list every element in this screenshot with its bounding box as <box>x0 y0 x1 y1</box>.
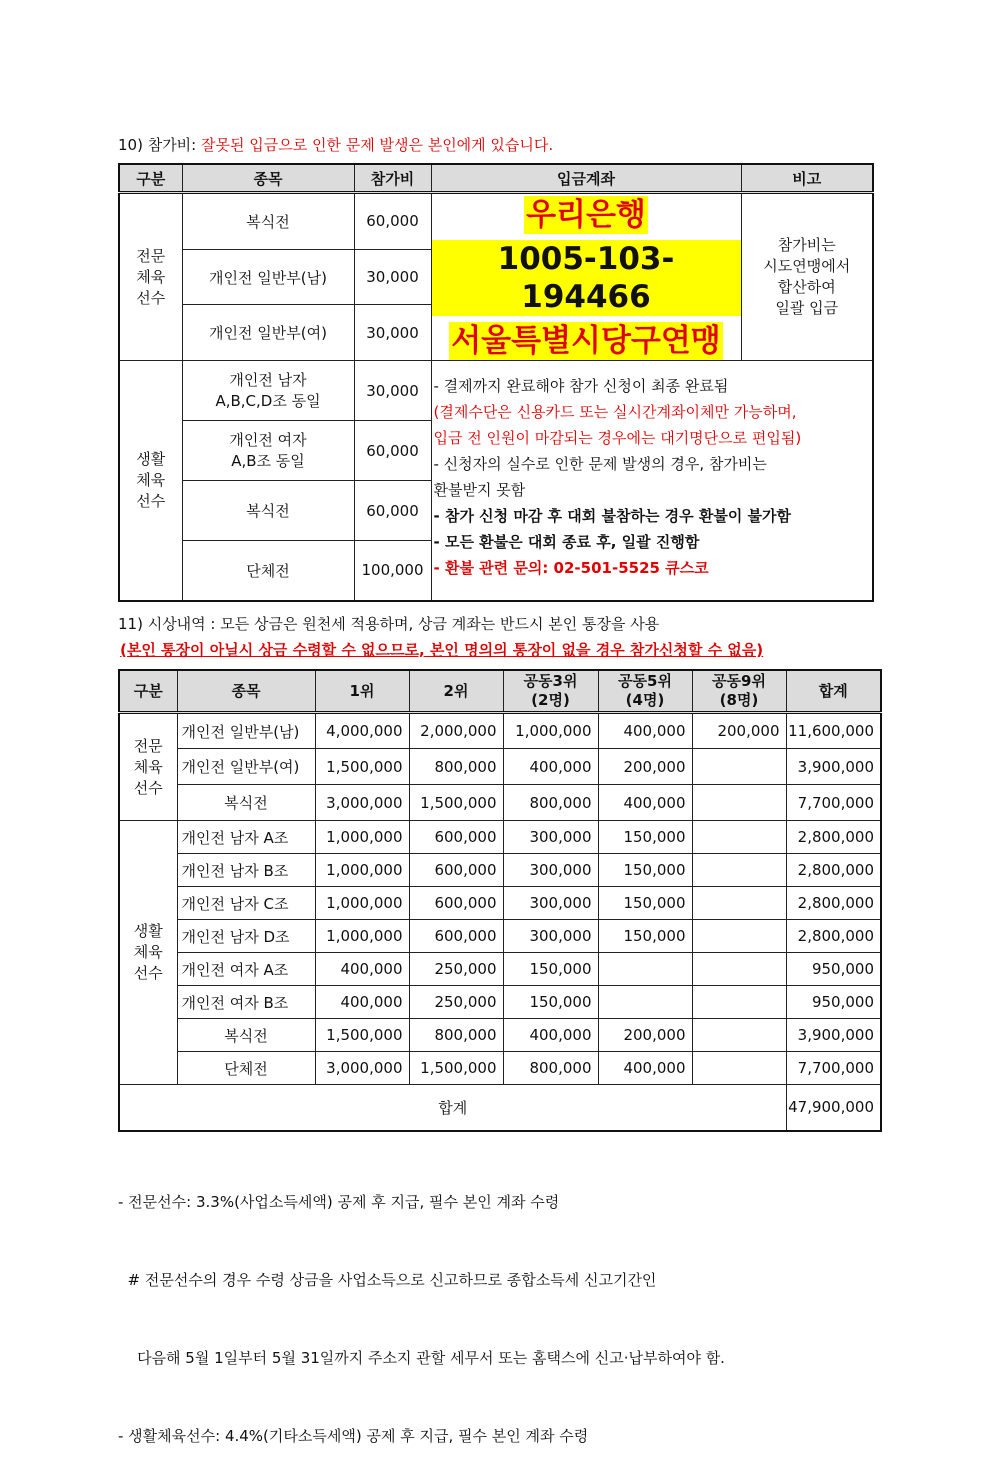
prize-event: 개인전 남자 D조 <box>177 920 315 953</box>
prize-3rd: 150,000 <box>503 986 598 1019</box>
prize-5th <box>598 953 692 986</box>
prize-row <box>119 821 881 854</box>
prize-group-pro: 전문 체육 선수 <box>119 713 177 821</box>
prize-1st: 400,000 <box>315 953 409 986</box>
prize-2nd: 2,000,000 <box>409 713 503 749</box>
footnote-line: - 전문선수: 3.3%(사업소득세액) 공제 후 지급, 필수 본인 계좌 수령 <box>118 1193 560 1211</box>
fee-event: 개인전 남자 A,B,C,D조 동일 <box>182 361 354 421</box>
fee-amount: 60,000 <box>354 421 431 481</box>
bank-account-number: 1005-103-194466 <box>432 240 741 316</box>
footnotes <box>118 1137 725 1475</box>
fee-row <box>119 193 873 250</box>
section-10-label: 10) 참가비: <box>118 136 201 154</box>
prize-2nd: 600,000 <box>409 821 503 854</box>
fee-event: 개인전 일반부(여) <box>182 305 354 361</box>
fee-event: 개인전 여자 A,B조 동일 <box>182 421 354 481</box>
prize-9th <box>692 887 786 920</box>
prize-2nd: 250,000 <box>409 953 503 986</box>
prize-2nd: 800,000 <box>409 1019 503 1052</box>
bank-account-holder: 서울특별시당구연맹 <box>451 323 721 359</box>
fee-event: 단체전 <box>182 541 354 601</box>
footnote-line: # 전문선수의 경우 수령 상금을 사업소득으로 신고하므로 종합소득세 신고기간인 <box>118 1271 657 1289</box>
fee-notes <box>431 361 873 601</box>
prize-header-1st: 1위 <box>315 670 409 713</box>
prize-total: 2,800,000 <box>786 920 881 953</box>
prize-5th: 200,000 <box>598 1019 692 1052</box>
prize-9th <box>692 953 786 986</box>
prize-1st: 1,000,000 <box>315 821 409 854</box>
prize-grand-total: 47,900,000 <box>786 1085 881 1131</box>
note-line: 환불받지 못함 <box>433 481 526 499</box>
prize-2nd: 1,500,000 <box>409 1052 503 1085</box>
fee-amount: 100,000 <box>354 541 431 601</box>
prize-3rd: 300,000 <box>503 920 598 953</box>
note-line: - 참가 신청 마감 후 대회 불참하는 경우 환불이 불가함 <box>433 507 792 525</box>
prize-3rd: 400,000 <box>503 749 598 785</box>
fee-remark: 참가비는 시도연맹에서 합산하여 일괄 입금 <box>741 193 873 361</box>
fee-amount: 30,000 <box>354 305 431 361</box>
prize-row <box>119 887 881 920</box>
prize-5th: 400,000 <box>598 785 692 821</box>
prize-total: 950,000 <box>786 953 881 986</box>
note-line: - 모든 환불은 대회 종료 후, 일괄 진행함 <box>433 533 700 551</box>
fee-amount: 30,000 <box>354 249 431 305</box>
fee-event: 복식전 <box>182 481 354 541</box>
prize-3rd: 300,000 <box>503 821 598 854</box>
prize-total-row <box>119 1085 881 1131</box>
prize-event: 개인전 남자 C조 <box>177 887 315 920</box>
prize-3rd: 1,000,000 <box>503 713 598 749</box>
prize-total: 2,800,000 <box>786 854 881 887</box>
prize-3rd: 800,000 <box>503 1052 598 1085</box>
prize-2nd: 600,000 <box>409 854 503 887</box>
fee-header-category: 구분 <box>119 164 182 193</box>
prize-1st: 1,000,000 <box>315 887 409 920</box>
fee-header-account: 입금계좌 <box>431 164 741 193</box>
bank-name: 우리은행 <box>526 197 646 233</box>
prize-1st: 4,000,000 <box>315 713 409 749</box>
note-line: - 신청자의 실수로 인한 문제 발생의 경우, 참가비는 <box>433 455 767 473</box>
footnote-line: 다음해 5월 1일부터 5월 31일까지 주소지 관할 세무서 또는 홈택스에 신고·납부하여야 함. <box>118 1349 725 1367</box>
fee-amount: 30,000 <box>354 361 431 421</box>
fee-header-remark: 비고 <box>741 164 873 193</box>
prize-total: 7,700,000 <box>786 1052 881 1085</box>
prize-row <box>119 854 881 887</box>
prize-header-event: 종목 <box>177 670 315 713</box>
prize-table <box>118 669 882 1132</box>
footnote-line: - 생활체육선수: 4.4%(기타소득세액) 공제 후 지급, 필수 본인 계좌 수령 <box>118 1427 589 1445</box>
prize-2nd: 250,000 <box>409 986 503 1019</box>
prize-total: 3,900,000 <box>786 749 881 785</box>
prize-event: 복식전 <box>177 785 315 821</box>
prize-1st: 1,000,000 <box>315 920 409 953</box>
fee-event: 개인전 일반부(남) <box>182 249 354 305</box>
prize-1st: 3,000,000 <box>315 785 409 821</box>
prize-5th: 200,000 <box>598 749 692 785</box>
prize-row <box>119 920 881 953</box>
prize-row <box>119 713 881 749</box>
section-11-heading: 11) 시상내역 : 모든 상금은 원천세 적용하며, 상금 계좌는 반드시 본인 통장을 사용 <box>118 615 660 633</box>
fee-table <box>118 163 874 602</box>
prize-3rd: 300,000 <box>503 854 598 887</box>
prize-total: 3,900,000 <box>786 1019 881 1052</box>
prize-9th <box>692 854 786 887</box>
fee-group-pro: 전문 체육 선수 <box>119 193 182 361</box>
prize-9th <box>692 821 786 854</box>
fee-header-fee: 참가비 <box>354 164 431 193</box>
prize-header-9th: 공동9위 (8명) <box>692 670 786 713</box>
prize-event: 복식전 <box>177 1019 315 1052</box>
prize-9th: 200,000 <box>692 713 786 749</box>
fee-header-event: 종목 <box>182 164 354 193</box>
prize-total: 2,800,000 <box>786 821 881 854</box>
prize-header-total: 합계 <box>786 670 881 713</box>
prize-9th <box>692 920 786 953</box>
prize-group-life: 생활 체육 선수 <box>119 821 177 1085</box>
bank-account-box <box>431 193 741 361</box>
prize-total: 11,600,000 <box>786 713 881 749</box>
prize-header-category: 구분 <box>119 670 177 713</box>
prize-total: 7,700,000 <box>786 785 881 821</box>
prize-1st: 1,000,000 <box>315 854 409 887</box>
prize-5th: 400,000 <box>598 713 692 749</box>
prize-event: 개인전 여자 A조 <box>177 953 315 986</box>
prize-header-5th: 공동5위 (4명) <box>598 670 692 713</box>
prize-5th: 150,000 <box>598 920 692 953</box>
prize-row <box>119 986 881 1019</box>
prize-9th <box>692 785 786 821</box>
prize-total-label: 합계 <box>119 1085 786 1131</box>
prize-9th <box>692 1019 786 1052</box>
prize-total: 950,000 <box>786 986 881 1019</box>
prize-1st: 400,000 <box>315 986 409 1019</box>
prize-3rd: 400,000 <box>503 1019 598 1052</box>
prize-header-3rd: 공동3위 (2명) <box>503 670 598 713</box>
prize-1st: 1,500,000 <box>315 749 409 785</box>
prize-event: 개인전 일반부(남) <box>177 713 315 749</box>
note-line: 입금 전 인원이 마감되는 경우에는 대기명단으로 편입됨) <box>433 429 802 447</box>
note-line: - 환불 관련 문의: 02-501-5525 큐스코 <box>433 559 709 577</box>
prize-5th: 150,000 <box>598 854 692 887</box>
prize-5th: 400,000 <box>598 1052 692 1085</box>
prize-2nd: 600,000 <box>409 887 503 920</box>
section-10-heading <box>118 134 553 155</box>
prize-5th <box>598 986 692 1019</box>
prize-event: 단체전 <box>177 1052 315 1085</box>
prize-event: 개인전 일반부(여) <box>177 749 315 785</box>
prize-row <box>119 749 881 785</box>
section-10-warning: 잘못된 입금으로 인한 문제 발생은 본인에게 있습니다. <box>201 136 554 154</box>
prize-9th <box>692 1052 786 1085</box>
note-line: (결제수단은 신용카드 또는 실시간계좌이체만 가능하며, <box>433 403 797 421</box>
prize-2nd: 800,000 <box>409 749 503 785</box>
prize-event: 개인전 남자 B조 <box>177 854 315 887</box>
prize-total: 2,800,000 <box>786 887 881 920</box>
prize-header-2nd: 2위 <box>409 670 503 713</box>
prize-1st: 1,500,000 <box>315 1019 409 1052</box>
prize-9th <box>692 749 786 785</box>
prize-1st: 3,000,000 <box>315 1052 409 1085</box>
section-11-warning: (본인 통장이 아닐시 상금 수령할 수 없으므로, 본인 명의의 통장이 없을 경우 참가신청할 수 없음) <box>120 641 764 659</box>
prize-3rd: 300,000 <box>503 887 598 920</box>
prize-5th: 150,000 <box>598 887 692 920</box>
prize-row <box>119 953 881 986</box>
prize-5th: 150,000 <box>598 821 692 854</box>
prize-9th <box>692 986 786 1019</box>
prize-row <box>119 1052 881 1085</box>
fee-amount: 60,000 <box>354 193 431 250</box>
prize-event: 개인전 남자 A조 <box>177 821 315 854</box>
prize-row <box>119 785 881 821</box>
prize-row <box>119 1019 881 1052</box>
fee-table-header <box>119 164 873 193</box>
prize-table-header <box>119 670 881 713</box>
fee-group-life: 생활 체육 선수 <box>119 361 182 601</box>
fee-event: 복식전 <box>182 193 354 250</box>
prize-3rd: 800,000 <box>503 785 598 821</box>
prize-2nd: 1,500,000 <box>409 785 503 821</box>
prize-2nd: 600,000 <box>409 920 503 953</box>
prize-3rd: 150,000 <box>503 953 598 986</box>
fee-amount: 60,000 <box>354 481 431 541</box>
note-line: - 결제까지 완료해야 참가 신청이 최종 완료됨 <box>433 377 729 395</box>
prize-event: 개인전 여자 B조 <box>177 986 315 1019</box>
fee-row <box>119 361 873 421</box>
